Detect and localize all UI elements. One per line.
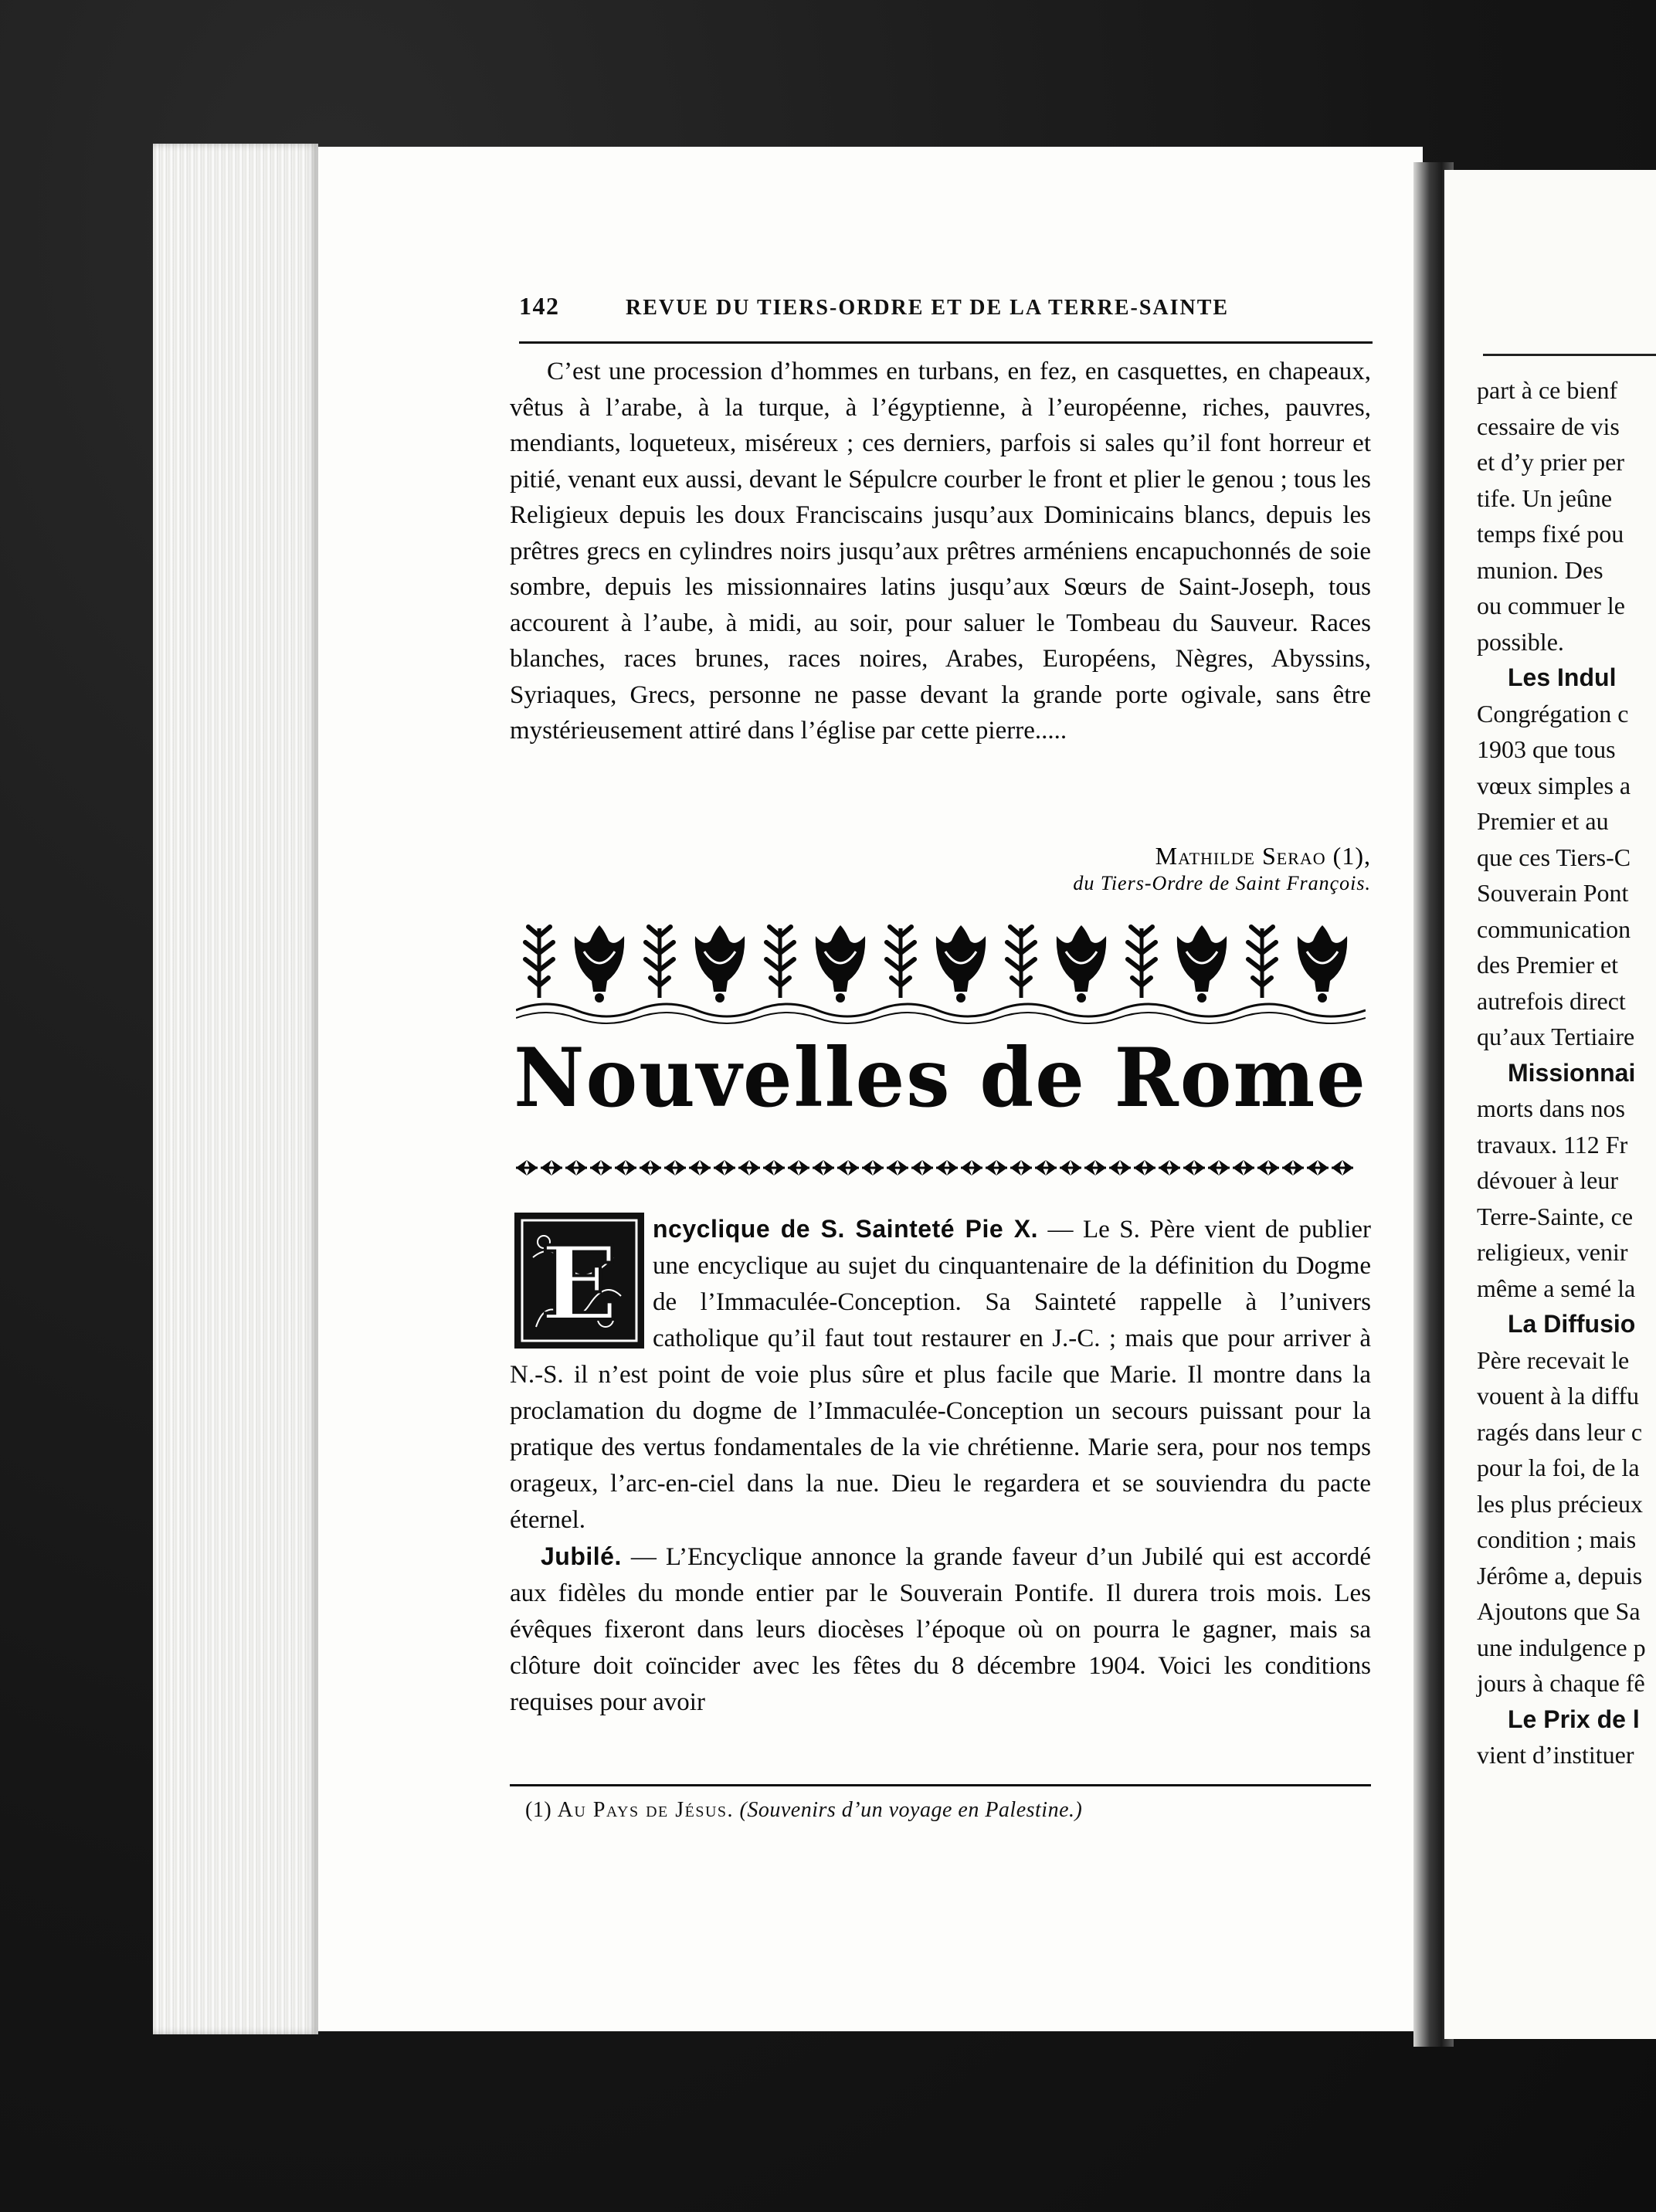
right-page-line: munion. Des	[1477, 555, 1603, 584]
right-page-line: ragés dans leur c	[1477, 1417, 1643, 1446]
right-page-line: morts dans nos	[1477, 1094, 1625, 1122]
right-page-line: Missionnai	[1508, 1058, 1636, 1087]
right-page-line: Congrégation c	[1477, 699, 1629, 728]
right-page-text	[1477, 372, 1656, 1773]
right-page-line: les plus précieux	[1477, 1489, 1644, 1518]
right-page-line: qu’aux Tertiaire	[1477, 1023, 1635, 1050]
right-page-line: vient d’instituer	[1477, 1741, 1634, 1769]
right-page-line: vouent à la diffu	[1477, 1382, 1640, 1410]
right-page-line: tife. Un jeûne	[1477, 483, 1613, 512]
section-title: Nouvelles de Rome	[514, 1030, 1367, 1125]
dropcap-space	[510, 1211, 653, 1356]
encyclique-heading: ncyclique de S. Sainteté Pie X.	[653, 1215, 1039, 1243]
right-page-line: Premier et au	[1477, 807, 1609, 835]
right-page-rule	[1483, 354, 1656, 356]
right-page-line: religieux, venir	[1477, 1238, 1628, 1266]
author-name: Mathilde Serao (1),	[1155, 842, 1371, 870]
right-page-line: 1903 que tous	[1477, 735, 1616, 763]
right-page-line: autrefois direct	[1477, 986, 1626, 1015]
tulip-ornament-band	[516, 916, 1366, 1030]
jubile-text: — L’Encyclique annonce la grande faveur d’un Jubilé qui est accordé aux fidèles du monde entier par le Souverain Pontife. Il durera trois mois. Les évêques fixeront dans leurs diocèses l’époque où on pourra le gagner, mais sa clôture doit coïncider avec les fêtes du 8 décembre 1904. Voici les conditions requises pour avoir	[510, 1543, 1371, 1716]
footnote-marker: (1)	[525, 1798, 552, 1822]
right-page-line: Père recevait le	[1477, 1345, 1630, 1374]
right-page-line: des Premier et	[1477, 951, 1619, 979]
jubile-heading: Jubilé.	[541, 1542, 622, 1570]
right-page-line: Les Indul	[1508, 663, 1617, 691]
footnote	[525, 1798, 1082, 1823]
footnote-subtitle: (Souvenirs d’un voyage en Palestine.)	[739, 1798, 1083, 1822]
footnote-source: Au Pays de Jésus.	[557, 1798, 735, 1822]
right-page-line: ou commuer le	[1477, 592, 1625, 619]
right-page-line: temps fixé pou	[1477, 520, 1624, 548]
header-rule	[519, 341, 1373, 344]
right-page-line: travaux. 112 Fr	[1477, 1130, 1628, 1159]
right-page-line: possible.	[1477, 627, 1564, 656]
right-page-line: Ajoutons que Sa	[1477, 1597, 1641, 1625]
right-page-line: Souverain Pont	[1477, 879, 1629, 907]
right-page-line: dévouer à leur	[1477, 1166, 1619, 1194]
drop-cap-glyph: E	[540, 1224, 619, 1344]
article-paragraph: C’est une procession d’hommes en turbans, en fez, en casquettes, en chapeaux, vêtus à l’arabe, à la turque, à l’égyptienne, à l’européenne, riches, pauvres, mendiants, loqueteux, miséreux ; ces derniers, parfois si sales qu’il font horreur et pitié, venant eux aussi, devant le Sépulcre courber le front et plier le genou ; tous les Religieux depuis les doux Franciscains jusqu’aux Dominicains blancs, depuis les prêtres grecs en cylindres noirs jusqu’aux prêtres arméniens encapuchonnés de soie sombre, depuis les missionnaires latins jusqu’aux Sœurs de Saint-Joseph, tous accourent à l’aube, à midi, au soir, pour saluer le Tombeau du Sauveur. Races blanches, races brunes, races noires, Arabes, Européens, Nègres, Abyssins, Syriaques, Grecs, personne ne passe devant la grande porte ogivale, sans être mystérieusement attiré dans l’église par cette pierre.....	[510, 358, 1371, 745]
running-head	[519, 292, 1373, 321]
right-page-line: part à ce bienf	[1477, 376, 1618, 404]
article-signature	[510, 842, 1371, 895]
right-page-line: que ces Tiers-C	[1477, 843, 1631, 871]
jubile-paragraph	[510, 1539, 1371, 1721]
footnote-rule	[510, 1784, 1371, 1786]
right-page-line: pour la foi, de la	[1477, 1454, 1640, 1481]
right-page-line: et d’y prier per	[1477, 448, 1625, 476]
right-page-line: jours à chaque fê	[1477, 1669, 1645, 1697]
decorative-star-rule	[516, 1159, 1366, 1177]
encyclique-section	[510, 1211, 1371, 1721]
right-page-line: une indulgence p	[1477, 1633, 1646, 1661]
right-page-line: vœux simples a	[1477, 771, 1631, 799]
right-page-line: cessaire de vis	[1477, 412, 1620, 440]
right-page-line: condition ; mais	[1477, 1525, 1637, 1553]
running-title: REVUE DU TIERS-ORDRE ET DE LA TERRE-SAINTE	[626, 296, 1230, 320]
book-page-edges	[153, 144, 318, 2034]
encyclique-text: — Le S. Père vient de publier une encyclique au sujet du cinquantenaire de la définition du Dogme de l’Immaculée-Conception. Sa Sainteté rappelle à l’univers catholique qu’il faut tout restaurer en J.-C. ; mais que pour arriver à N.-S. il n’est point de voie plus sûre et plus facile que Marie. Il montre dans la proclamation du dogme de l’Immaculée-Conception un secours puissant pour la pratique des vertus fondamentales de la vie chrétienne. Marie sera, pour nos temps orageux, l’arc-en-ciel dans la nue. Dieu le regardera et se souviendra du pacte éternel.	[510, 1216, 1372, 1534]
author-affiliation: du Tiers-Ordre de Saint François.	[1073, 872, 1371, 894]
right-page-line: Jérôme a, depuis	[1477, 1561, 1643, 1589]
page-number: 142	[519, 292, 560, 320]
right-page-line: même a semé la	[1477, 1274, 1636, 1302]
right-page-line: Terre-Sainte, ce	[1477, 1202, 1634, 1230]
right-page-line: Le Prix de l	[1508, 1705, 1640, 1733]
right-page-line: La Diffusio	[1508, 1310, 1636, 1338]
right-page-line: communication	[1477, 914, 1631, 943]
